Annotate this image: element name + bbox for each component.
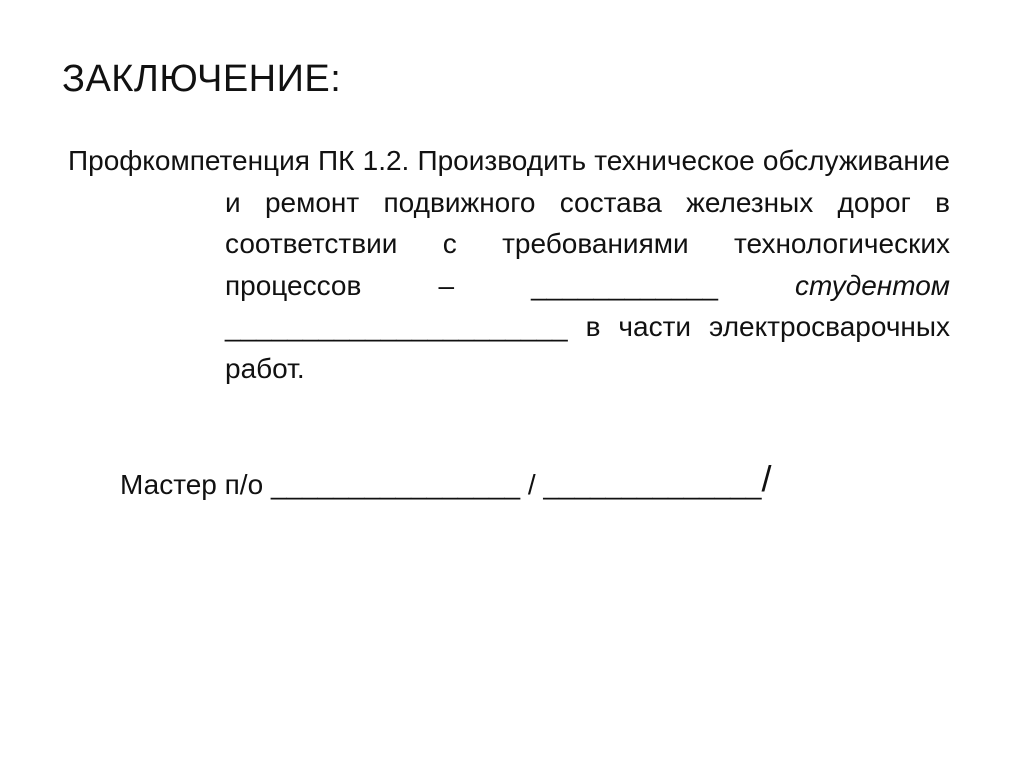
conclusion-paragraph bbox=[68, 140, 950, 389]
conclusion-text-start: Профкомпетенция ПК 1.2. Производить техническое обслуживание и ремонт подвижного состава железных дорог в соответствии с требованиями технологических процессов – ____________ bbox=[68, 145, 950, 301]
slide-title: ЗАКЛЮЧЕНИЕ: bbox=[62, 58, 342, 100]
conclusion-text-end: ______________________ в части электросварочных работ. bbox=[225, 311, 950, 384]
signature-final-slash: / bbox=[761, 458, 772, 499]
signature-line bbox=[120, 460, 771, 507]
signature-label: Мастер п/о ________________ / ______________ bbox=[120, 469, 762, 500]
conclusion-italic-word: студентом bbox=[795, 269, 950, 301]
